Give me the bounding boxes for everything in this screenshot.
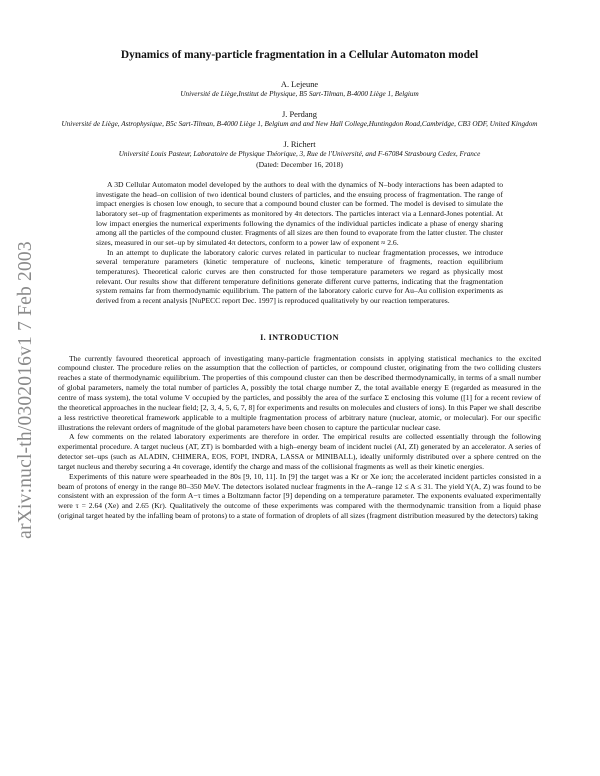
section-heading: I. INTRODUCTION [260,332,339,342]
author-affiliation: Université de Liège, Astrophysique, B5c Sart-Tilman, B-4000 Liège 1, Belgium and and New Hall College,Huntingdon Road,Cambridge, CB3 ODF, United Kingdom [61,120,538,129]
abstract-paragraph: In an attempt to duplicate the laboratory caloric curves related in particular to nuclear fragmentation processes, we introduce several temperature parameters (kinetic temperature of nucleons, kinetic temperature of fragments, reaction equilibrium temperatures). Theoretical caloric curves are then constructed for those temperature parameters we regard as physically most relevant. Our results show that different temperature definitions generate different curve patterns, indicating that the fragmentation system remains far from thermodynamic equilibrium. The pattern of the laboratory caloric curve for Au–Au collision experiments as derived from a recent analysis [NuPECC report Dec. 1997] is reproduced qualitatively by our reaction temperatures. [96,247,503,305]
author-block-3 [58,139,541,159]
author-affiliation: Université Louis Pasteur, Laboratoire de Physique Théorique, 3, Rue de l'Université, and F-67084 Strasbourg Cedex, France [118,150,481,159]
author-name: J. Richert [283,140,316,150]
body-paragraph: The currently favoured theoretical approach of investigating many-particle fragmentation consists in applying statistical mechanics to the excited compound cluster. The procedure relies on the assumption that the collection of particles, or compound cluster, originating from the two colliding clusters reaches a state of thermodynamic equilibrium. The properties of this compound cluster can then be described thermodynamically, in terms of a small number of global parameters, namely the total number of particles A, possibly the total charge number Z, the total available energy E (regarded as measured in the centre of mass system), the total volume V occupied by the particles, and possibly the area of the surface Σ enclosing this volume ([1] for a recent review of the theoretical approaches in the nuclear field; [2, 3, 4, 5, 6, 7, 8] for experiments and results on molecules and clusters of ions). In this Paper we shall describe a less restrictive theoretical framework applicable to a multiple fragmentation process of arbitrary nature (nuclear, atomic, or molecular). For our specific illustrations the relevant orders of magnitude of the global parameters have been chosen to capture the particular nuclear case. [58,353,541,432]
arxiv-identifier-sidebar [6,180,46,600]
author-name: J. Perdang [282,110,317,120]
body-text [58,354,541,521]
abstract [96,180,503,306]
body-paragraph: A few comments on the related laboratory experiments are therefore in order. The empirical results are collected essentially through the following experimental procedure. A target nucleus (AT, ZT) is bombarded with a high–energy beam of incident nuclei (AI, ZI) generated by an accelerator. A series of detector set–ups (such as ALADIN, CHIMERA, EOS, FOPI, INDRA, LASSA or MINIBALL), ideally uniformly distributed over a sphere centred on the target nucleus and thereby securing a 4π coverage, identify the charge and mass of the collisional fragments as well as their kinetic energies. [58,432,541,471]
abstract-paragraph: A 3D Cellular Automaton model developed by the authors to deal with the dynamics of N–body interactions has been adapted to investigate the head–on collision of two identical bound clusters of particles, and the ensuing process of fragmentation. The range of impact energies is chosen low enough, to secure that a compound bound cluster can be formed. The model is devised to simulate the laboratory set–up of fragmentation experiments as monitored by 4π detectors. The particles interact via a Lennard-Jones potential. At low impact energies the numerical experiments following the dynamics of the individual particles indicate a phase of energy sharing among all the particles of the compound cluster. Fragments of all sizes are then found to evaporate from the latter cluster. The cluster sizes, measured in our set–up by simulated 4π detectors, conform to a power law of exponent ≈ 2.6. [96,180,503,248]
author-block-1 [58,79,541,99]
author-name: A. Lejeune [280,80,319,89]
body-paragraph: Experiments of this nature were spearheaded in the 80s [9, 10, 11]. In [9] the target was a Kr or Xe ion; the accelerated incident particles consisted in a beam of protons of energy in the range 80–350 MeV. The detectors isolated nuclear fragments in the A–range 12 ≤ A ≤ 31. The yield Y(A, Z) was found to be consistent with an expression of the form A−τ times a Boltzmann factor [9] depending on a temperature parameter. The exponents evaluated experimentally were τ = 2.64 (Xe) and 2.65 (Kr). Qualitatively the outcome of these experiments was compared with the thermodynamic transition from a liquid phase (original target heated by the infalling beam of protons) to a state of formation of droplets of all sizes (fragment distribution measured by the detectors) taking [58,471,541,521]
author-affiliation: Université de Liège,Institut de Physique, B5 Sart-Tilman, B-4000 Liège 1, Belgium [180,90,419,98]
author-block-2 [58,109,541,129]
arxiv-identifier: arXiv:nucl-th/0302016v1 7 Feb 2003 [15,241,36,539]
paper-page [58,48,541,521]
dated-line: (Dated: December 16, 2018) [256,159,343,169]
paper-title: Dynamics of many-particle fragmentation in a Cellular Automaton model [120,49,479,61]
